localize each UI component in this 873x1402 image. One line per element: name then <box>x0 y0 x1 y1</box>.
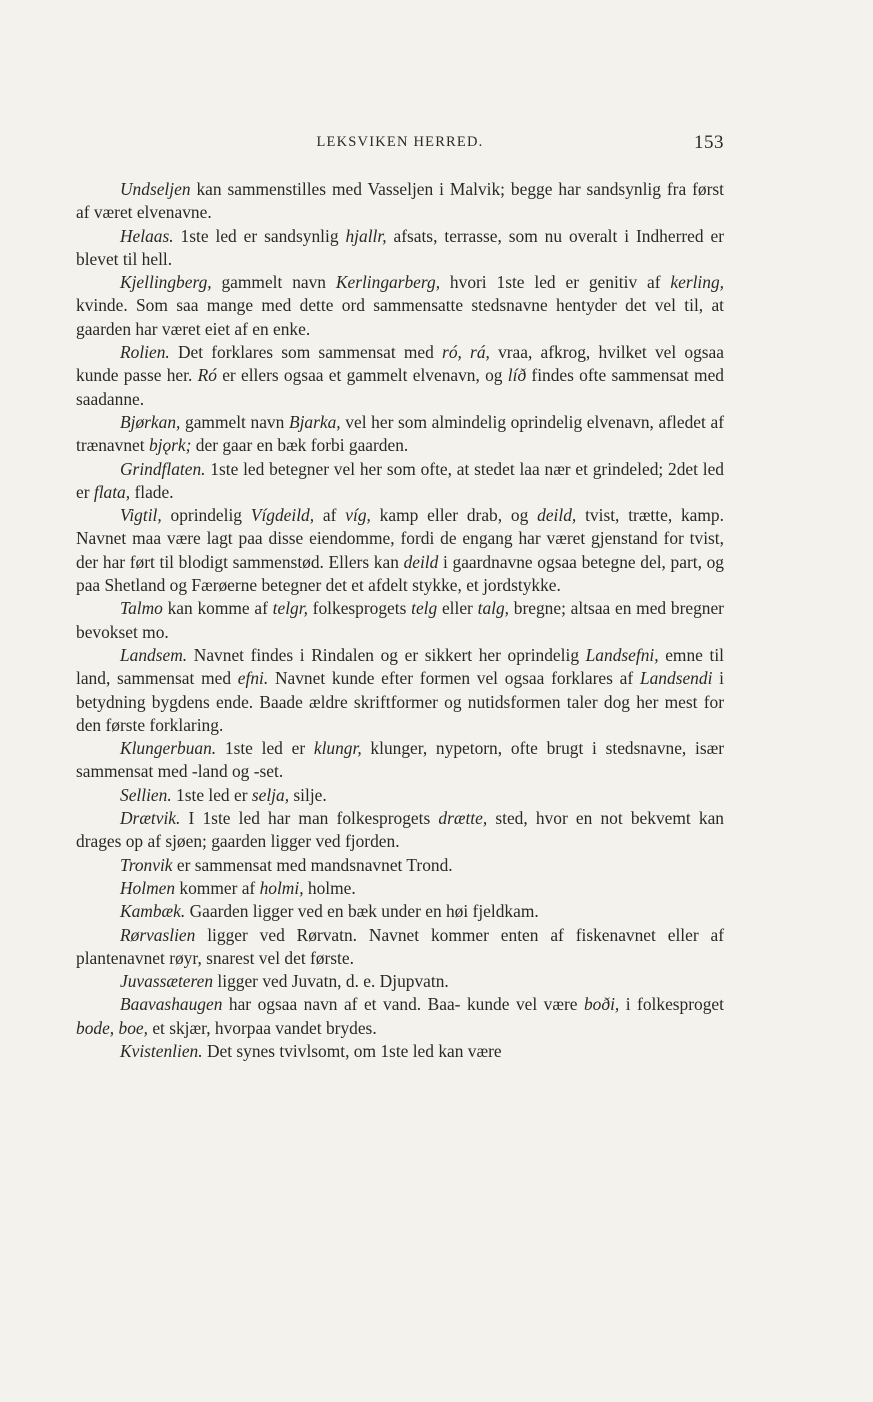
italic-term: deild <box>403 551 439 572</box>
entry-text: sted, hvor en not bekvemt kan drages op af sjøen; gaarden ligger ved fjorden. <box>76 808 725 852</box>
italic-term: klungr, <box>313 738 362 759</box>
entry-text: der gaar en bæk forbi gaarden. <box>191 435 409 456</box>
italic-term: drætte, <box>438 808 488 829</box>
italic-term: deild, <box>537 505 577 526</box>
italic-term: selja, <box>251 784 290 805</box>
italic-term: efni. <box>237 668 269 689</box>
italic-term: telgr, <box>272 598 308 619</box>
entry-paragraph <box>76 225 724 272</box>
body-text <box>76 178 724 1063</box>
entry-text: Navnet kunde efter formen vel ogsaa forklares af <box>268 668 640 689</box>
entry-text: er sammensat med mandsnavnet Trond. <box>172 854 453 875</box>
entry-paragraph <box>76 854 724 877</box>
entry-headword: Sellien. <box>120 784 172 805</box>
entry-text: kan sammenstilles med Vasseljen i Malvik; begge har sandsynlig fra først af været elvenavne. <box>76 179 724 223</box>
entry-headword: Talmo <box>120 598 163 619</box>
italic-term: Kerlingarberg, <box>335 272 441 293</box>
entry-headword: Tronvik <box>120 854 173 875</box>
entry-text: hvori 1ste led er genitiv af <box>440 272 671 293</box>
entry-headword: Baavashaugen <box>120 994 223 1015</box>
entry-text: eller <box>437 598 478 619</box>
entry-text: gammelt navn <box>211 272 336 293</box>
entry-text: ligger ved Juvatn, d. e. Djupvatn. <box>213 971 449 992</box>
entry-paragraph <box>76 597 724 644</box>
entry-text: Det forklares som sammensat med <box>169 342 443 363</box>
entry-paragraph <box>76 178 724 225</box>
entry-paragraph <box>76 341 724 411</box>
entry-headword: Undseljen <box>120 179 191 199</box>
entry-text: vraa, afkrog, hvilket vel ogsaa kunde passe her. <box>76 342 724 386</box>
italic-term: víg, <box>345 505 371 526</box>
entry-text: gammelt navn <box>180 411 289 432</box>
entry-paragraph <box>76 411 724 458</box>
entry-headword: Holmen <box>120 877 176 898</box>
entry-headword: Rolien. <box>120 342 170 363</box>
entry-paragraph <box>76 900 724 923</box>
entry-text: har ogsaa navn af et vand. Baa- kunde vel være <box>222 994 584 1015</box>
entry-text: Det synes tvivlsomt, om 1ste led kan være <box>202 1040 502 1061</box>
running-title: LEKSVIKEN HERRED. <box>316 134 484 150</box>
italic-term: bode, boe, <box>76 1017 148 1038</box>
entry-text: 1ste led betegner vel her som ofte, at stedet laa nær et grindeled; 2det led er <box>76 458 724 502</box>
entry-paragraph <box>76 737 724 784</box>
entry-text: klunger, nypetorn, ofte brugt i stedsnavne, især sammensat med -land og -set. <box>76 738 724 782</box>
entry-text: I 1ste led har man folkesprogets <box>180 808 439 829</box>
entry-text: silje. <box>289 784 327 805</box>
italic-term: ró, rá, <box>442 342 490 363</box>
entry-text: bregne; altsaa en med bregner bevokset mo. <box>76 598 724 642</box>
entry-paragraph <box>76 970 724 993</box>
italic-term: Landsefni, <box>585 644 659 665</box>
entry-text: et skjær, hvorpaa vandet brydes. <box>147 1017 377 1038</box>
entry-text: Gaarden ligger ved en bæk under en høi fjeldkam. <box>185 901 539 922</box>
entry-paragraph <box>76 924 724 971</box>
entry-text: findes ofte sammensat med saadanne. <box>76 365 724 409</box>
entry-headword: Helaas. <box>120 225 174 246</box>
entry-text: tvist, trætte, kamp. Navnet maa være lagt paa disse eiendomme, fordi de engang har været gjenstand for tvist, der har ført til blodigt sammenstød. Ellers kan <box>76 505 724 572</box>
italic-term: kerling, <box>670 272 724 293</box>
italic-term: telg <box>411 598 438 619</box>
entry-headword: Kambæk. <box>120 901 186 922</box>
italic-term: Bjarka, <box>288 411 341 432</box>
entry-headword: Bjørkan, <box>120 411 181 432</box>
entry-text: afsats, terrasse, som nu overalt i Indherred er blevet til hell. <box>76 225 725 269</box>
entry-paragraph <box>76 271 724 341</box>
italic-term: hjallr, <box>345 225 387 246</box>
entry-text: oprindelig <box>161 505 251 526</box>
entry-headword: Grindflaten. <box>120 458 206 479</box>
entry-text: emne til land, sammensat med <box>76 644 724 689</box>
italic-term: líð <box>507 365 527 386</box>
entry-headword: Vigtil, <box>120 505 162 526</box>
entry-headword: Klungerbuan. <box>120 738 217 759</box>
entry-text: af <box>314 505 346 526</box>
entry-headword: Rørvaslien <box>120 924 196 945</box>
entry-text: ligger ved Rørvatn. Navnet kommer enten af fiskenavnet eller af plantenavnet røyr, snarest vel det første. <box>76 924 724 968</box>
entry-paragraph <box>76 644 724 737</box>
italic-term: bjǫrk; <box>148 435 192 456</box>
entry-headword: Kvistenlien. <box>120 1040 203 1061</box>
entry-text: i gaardnavne ogsaa betegne del, part, og paa Shetland og Færøerne betegner det et afdelt stykke, et jordstykke. <box>76 551 724 596</box>
entry-text: holme. <box>303 877 356 898</box>
page-number: 153 <box>694 132 724 153</box>
entry-text: folkesprogets <box>307 598 412 619</box>
entry-headword: Landsem. <box>120 644 188 665</box>
italic-term: boði, <box>583 994 620 1015</box>
entry-paragraph <box>76 993 724 1040</box>
entry-paragraph <box>76 458 724 505</box>
italic-term: flata, <box>93 481 131 502</box>
entry-paragraph <box>76 1040 724 1063</box>
entry-text: er ellers ogsaa et gammelt elvenavn, og <box>216 365 508 386</box>
italic-term: holmi, <box>259 877 304 898</box>
italic-term: Ró <box>197 365 217 386</box>
entry-text: kvinde. Som saa mange med dette ord sammensatte stedsnavne hentyder det vel til, at gaarden har været eiet af en enke. <box>76 295 724 339</box>
entry-text: Navnet findes i Rindalen og er sikkert her oprindelig <box>187 644 586 665</box>
italic-term: talg, <box>477 598 510 619</box>
entry-headword: Drætvik. <box>120 808 181 829</box>
entry-headword: Juvassæteren <box>120 971 214 992</box>
entry-text: kommer af <box>175 877 260 898</box>
entry-headword: Kjellingberg, <box>120 272 212 293</box>
page-header <box>76 134 724 156</box>
entry-text: kan komme af <box>162 598 273 619</box>
italic-term: Landsendi <box>639 668 713 689</box>
entry-text: vel her som almindelig oprindelig elvenavn, afledet af trænavnet <box>76 411 724 456</box>
entry-text: i betydning bygdens ende. Baade ældre skriftformer og nutidsformen taler dog her mest for den første forklaring. <box>76 668 724 735</box>
entry-paragraph <box>76 807 724 854</box>
entry-text: 1ste led er <box>216 738 314 759</box>
entry-text: kamp eller drab, og <box>370 505 538 526</box>
entry-paragraph <box>76 504 724 597</box>
entry-text: i folkesproget <box>619 994 724 1015</box>
entry-text: 1ste led er <box>171 784 252 805</box>
entry-paragraph <box>76 784 724 807</box>
italic-term: Vígdeild, <box>250 505 315 526</box>
entry-text: flade. <box>130 481 174 502</box>
entry-paragraph <box>76 877 724 900</box>
entry-text: 1ste led er sandsynlig <box>173 225 346 246</box>
